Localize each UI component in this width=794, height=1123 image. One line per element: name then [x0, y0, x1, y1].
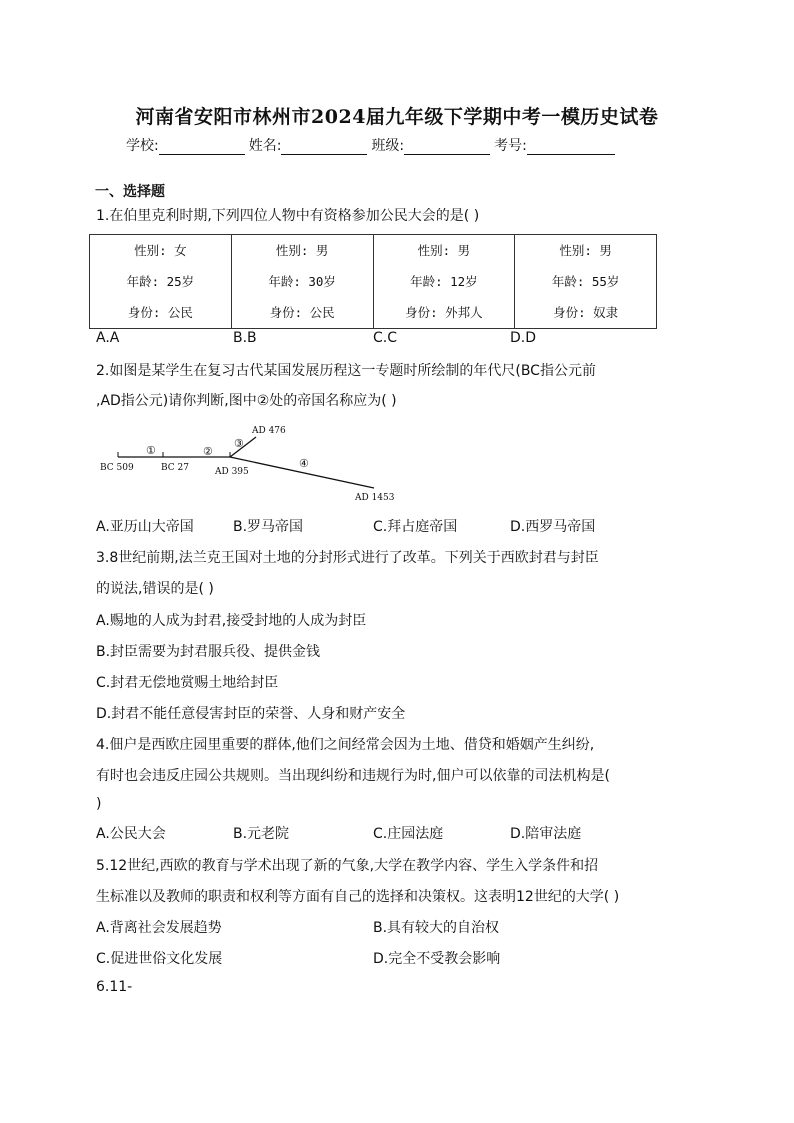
q3-option-d[interactable]: D.封君不能任意侵害封臣的荣誉、人身和财产安全 — [96, 706, 406, 722]
q4-stem-line1: 4.佃户是西欧庄园里重要的群体,他们之间经常会因为土地、借贷和婚姻产生纠纷, — [96, 737, 595, 753]
person-age: 年龄: 25岁 — [126, 274, 195, 289]
class-blank[interactable] — [404, 138, 490, 155]
q1-options — [96, 330, 716, 350]
q5-stem-line1: 5.12世纪,西欧的教育与学术出现了新的气象,大学在教学内容、学生入学条件和招 — [96, 858, 599, 874]
person-age: 年龄: 12岁 — [410, 274, 478, 289]
name-label: 姓名: — [248, 138, 282, 154]
timeline-marker-2: ② — [203, 445, 213, 458]
timeline-diagram — [96, 420, 416, 504]
person-card-d — [515, 235, 657, 329]
option-a[interactable]: A.亚历山大帝国 — [96, 519, 194, 535]
person-gender: 性别: 女 — [134, 243, 187, 258]
person-age: 年龄: 55岁 — [551, 274, 620, 289]
person-age: 年龄: 30岁 — [268, 274, 336, 289]
option-d[interactable]: D.完全不受教会影响 — [373, 951, 501, 967]
q4-options — [96, 823, 716, 843]
q3-option-a[interactable]: A.赐地的人成为封君,接受封地的人成为封臣 — [96, 613, 367, 629]
option-c[interactable]: C.C — [373, 330, 398, 346]
q4-stem-line2: 有时也会违反庄园公共规则。当出现纠纷和违规行为时,佃户可以依靠的司法机构是( — [96, 768, 610, 784]
option-d[interactable]: D.西罗马帝国 — [510, 519, 596, 535]
timeline-marker-3: ③ — [234, 437, 244, 450]
q4-stem-line3: ) — [96, 796, 102, 812]
timeline-label-ad1453: AD 1453 — [355, 493, 395, 503]
option-a[interactable]: A.背离社会发展趋势 — [96, 920, 222, 936]
option-d[interactable]: D.D — [510, 330, 537, 346]
timeline-marker-4: ④ — [299, 457, 309, 470]
option-a[interactable]: A.公民大会 — [96, 826, 166, 842]
option-c[interactable]: C.庄园法庭 — [373, 826, 444, 842]
person-identity: 身份: 公民 — [127, 305, 193, 320]
exam-title: 河南省安阳市林州市2024届九年级下学期中考一模历史试卷 — [135, 106, 659, 128]
q3-stem-line2: 的说法,错误的是( ) — [96, 581, 214, 597]
q5-stem-line2: 生标准以及教师的职责和权利等方面有自己的选择和决策权。这表明12世纪的大学( ) — [96, 889, 620, 905]
timeline-label-bc27: BC 27 — [161, 463, 189, 473]
q3-option-c[interactable]: C.封君无偿地赏赐土地给封臣 — [96, 675, 279, 691]
q2-stem-line2: ,AD指公元)请你判断,图中②处的帝国名称应为( ) — [96, 393, 397, 409]
section-title: 一、选择题 — [95, 184, 165, 200]
q6-stem: 6.11- — [96, 979, 133, 995]
option-d[interactable]: D.陪审法庭 — [510, 826, 582, 842]
name-blank[interactable] — [281, 138, 367, 155]
q3-option-b[interactable]: B.封臣需要为封君服兵役、提供金钱 — [96, 644, 321, 660]
option-c[interactable]: C.促进世俗文化发展 — [96, 951, 223, 967]
person-card-b — [231, 235, 373, 329]
q2-options — [96, 516, 716, 536]
person-gender: 性别: 男 — [417, 243, 471, 258]
q2-stem-line1: 2.如图是某学生在复习古代某国发展历程这一专题时所绘制的年代尺(BC指公元前 — [96, 363, 596, 379]
person-card-c — [373, 235, 515, 329]
option-b[interactable]: B.具有较大的自治权 — [373, 920, 500, 936]
school-blank[interactable] — [159, 138, 245, 155]
option-a[interactable]: A.A — [96, 330, 120, 346]
person-identity: 身份: 外邦人 — [405, 305, 483, 320]
q5-options-row2 — [96, 948, 716, 968]
timeline-label-ad476: AD 476 — [252, 426, 286, 436]
school-label: 学校: — [126, 138, 159, 154]
q3-stem-line1: 3.8世纪前期,法兰克王国对土地的分封形式进行了改革。下列关于西欧封君与封臣 — [96, 550, 599, 566]
timeline-label-bc509: BC 509 — [100, 463, 134, 473]
student-info-row — [126, 135, 619, 155]
class-label: 班级: — [371, 138, 405, 154]
q1-stem: 1.在伯里克利时期,下列四位人物中有资格参加公民大会的是( ) — [96, 208, 480, 224]
option-b[interactable]: B.元老院 — [233, 826, 290, 842]
person-card-a — [90, 235, 232, 329]
option-b[interactable]: B.罗马帝国 — [233, 519, 304, 535]
person-identity: 身份: 公民 — [269, 305, 335, 320]
option-b[interactable]: B.B — [233, 330, 257, 346]
q5-options-row1 — [96, 917, 716, 937]
number-label: 考号: — [494, 138, 527, 154]
timeline-marker-1: ① — [146, 444, 156, 457]
person-identity: 身份: 奴隶 — [553, 305, 619, 320]
person-gender: 性别: 男 — [559, 243, 612, 258]
person-gender: 性别: 男 — [275, 243, 329, 258]
timeline-label-ad395: AD 395 — [215, 467, 249, 477]
option-c[interactable]: C.拜占庭帝国 — [373, 519, 458, 535]
q1-person-table — [89, 234, 657, 329]
number-blank[interactable] — [527, 138, 615, 155]
